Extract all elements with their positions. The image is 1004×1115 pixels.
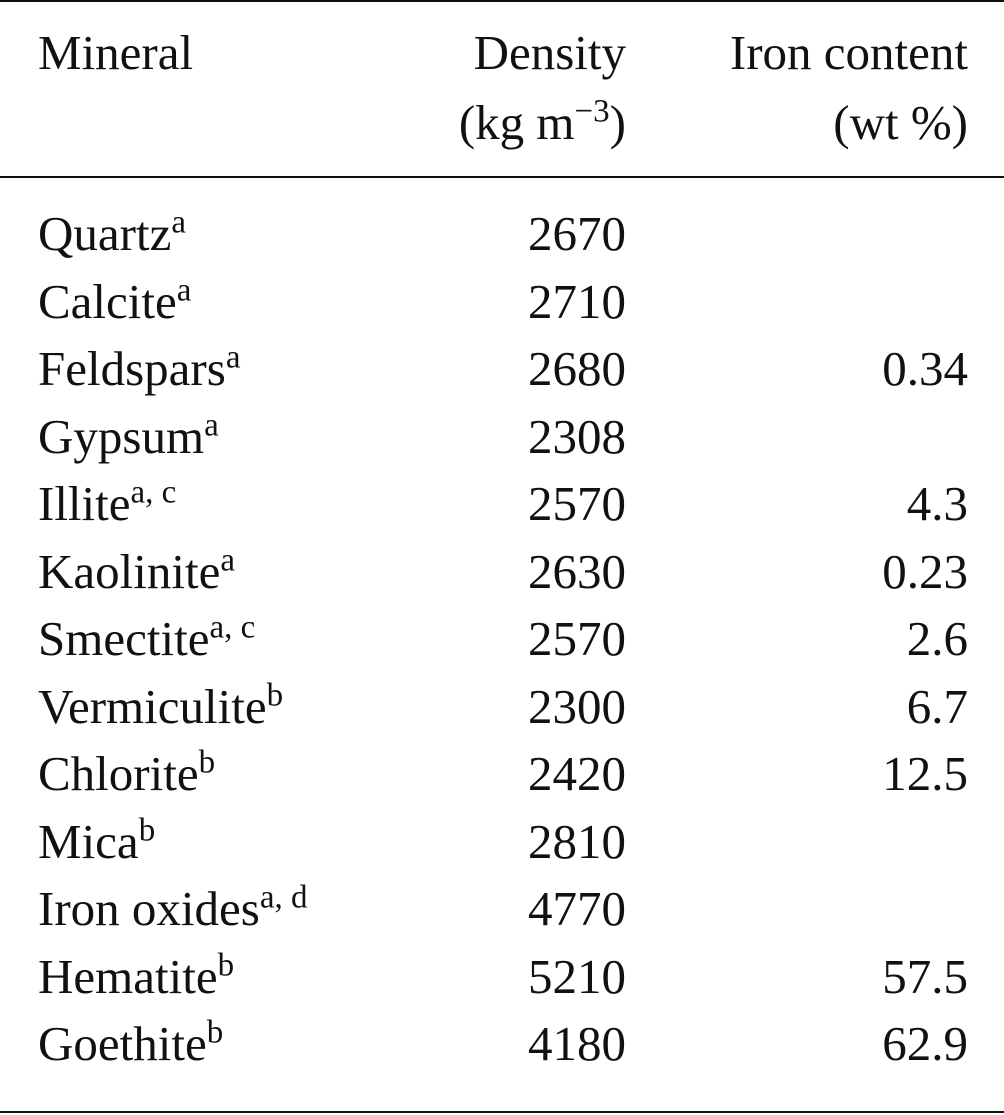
cell-mineral	[38, 268, 191, 336]
mineral-name: Quartz	[38, 206, 172, 261]
cell-density: 2680	[528, 341, 626, 396]
table-bottom-rule	[0, 1111, 1004, 1113]
mineral-name: Vermiculite	[38, 678, 267, 734]
footnote-marker: b	[266, 677, 284, 714]
mineral-name: Smectite	[38, 611, 210, 666]
table-row	[0, 943, 1004, 1011]
cell-density: 2670	[528, 206, 626, 261]
cell-density: 2630	[528, 543, 626, 599]
cell-iron-content: 62.9	[882, 1016, 968, 1071]
footnote-marker: b	[198, 744, 216, 781]
footnote-marker: a	[171, 204, 186, 241]
header-density-label: Density	[473, 25, 626, 80]
cell-iron-content: 12.5	[882, 746, 968, 801]
mineral-name: Chlorite	[38, 746, 199, 801]
table-row	[0, 335, 1004, 403]
cell-iron-content: 2.6	[906, 611, 968, 666]
table-body	[0, 200, 1004, 1078]
table-row	[0, 200, 1004, 268]
footnote-marker: a, d	[259, 879, 308, 916]
cell-iron-content: 4.3	[906, 476, 968, 531]
cell-mineral	[38, 943, 234, 1011]
cell-density: 2300	[528, 678, 626, 734]
table-row	[0, 740, 1004, 808]
table-row	[0, 403, 1004, 471]
table-top-rule	[0, 0, 1004, 2]
header-density-unit-close: )	[609, 95, 626, 150]
cell-density: 2308	[528, 408, 626, 464]
footnote-marker: b	[138, 812, 156, 849]
table-header-rule	[0, 176, 1004, 178]
cell-mineral	[38, 875, 307, 943]
table-row	[0, 268, 1004, 336]
cell-mineral	[38, 200, 186, 268]
cell-mineral	[38, 538, 235, 606]
footnote-marker: b	[206, 1014, 224, 1051]
mineral-name: Goethite	[38, 1016, 207, 1071]
mineral-name: Calcite	[38, 273, 177, 329]
footnote-marker: a	[176, 272, 192, 309]
footnote-marker: a, c	[130, 474, 177, 511]
cell-iron-content: 0.23	[882, 543, 968, 599]
header-iron-unit: (wt %)	[833, 95, 968, 150]
cell-density: 2810	[528, 813, 626, 869]
cell-density: 2570	[528, 611, 626, 666]
cell-iron-content: 57.5	[882, 948, 968, 1004]
footnote-marker: a, c	[209, 609, 256, 646]
header-density-unit-exponent: −3	[574, 93, 610, 130]
mineral-name: Mica	[38, 813, 139, 869]
mineral-name: Feldspars	[38, 341, 226, 396]
footnote-marker: b	[217, 947, 235, 984]
cell-mineral	[38, 808, 155, 876]
mineral-name: Iron oxides	[38, 881, 260, 936]
cell-density: 2570	[528, 476, 626, 531]
header-density-unit-base: (kg m	[458, 95, 575, 150]
table-row	[0, 538, 1004, 606]
cell-density: 4180	[528, 1016, 626, 1071]
header-density	[459, 18, 626, 158]
header-mineral-label: Mineral	[38, 25, 194, 80]
cell-mineral	[38, 605, 255, 673]
header-iron-label: Iron content	[729, 25, 968, 80]
table-row	[0, 673, 1004, 741]
table-row	[0, 605, 1004, 673]
table-row	[0, 1010, 1004, 1078]
cell-density: 5210	[528, 948, 626, 1004]
table-row	[0, 808, 1004, 876]
mineral-name: Kaolinite	[38, 543, 221, 599]
mineral-name: Gypsum	[38, 408, 205, 464]
header-mineral	[38, 18, 193, 88]
cell-iron-content: 0.34	[882, 341, 968, 396]
footnote-marker: a	[220, 542, 235, 579]
table-row	[0, 875, 1004, 943]
cell-mineral	[38, 403, 219, 471]
footnote-marker: a	[225, 339, 241, 376]
header-iron	[730, 18, 968, 158]
footnote-marker: a	[204, 407, 219, 444]
cell-mineral	[38, 1010, 223, 1078]
cell-density: 4770	[528, 881, 626, 936]
cell-mineral	[38, 470, 176, 538]
cell-iron-content: 6.7	[906, 678, 968, 734]
mineral-name: Hematite	[38, 948, 218, 1004]
cell-density: 2710	[528, 273, 626, 329]
cell-mineral	[38, 673, 283, 741]
table-row	[0, 470, 1004, 538]
mineral-name: Illite	[38, 476, 131, 531]
cell-mineral	[38, 740, 215, 808]
cell-density: 2420	[528, 746, 626, 801]
header-density-unit	[459, 88, 626, 158]
table-header	[0, 18, 1004, 168]
cell-mineral	[38, 335, 240, 403]
